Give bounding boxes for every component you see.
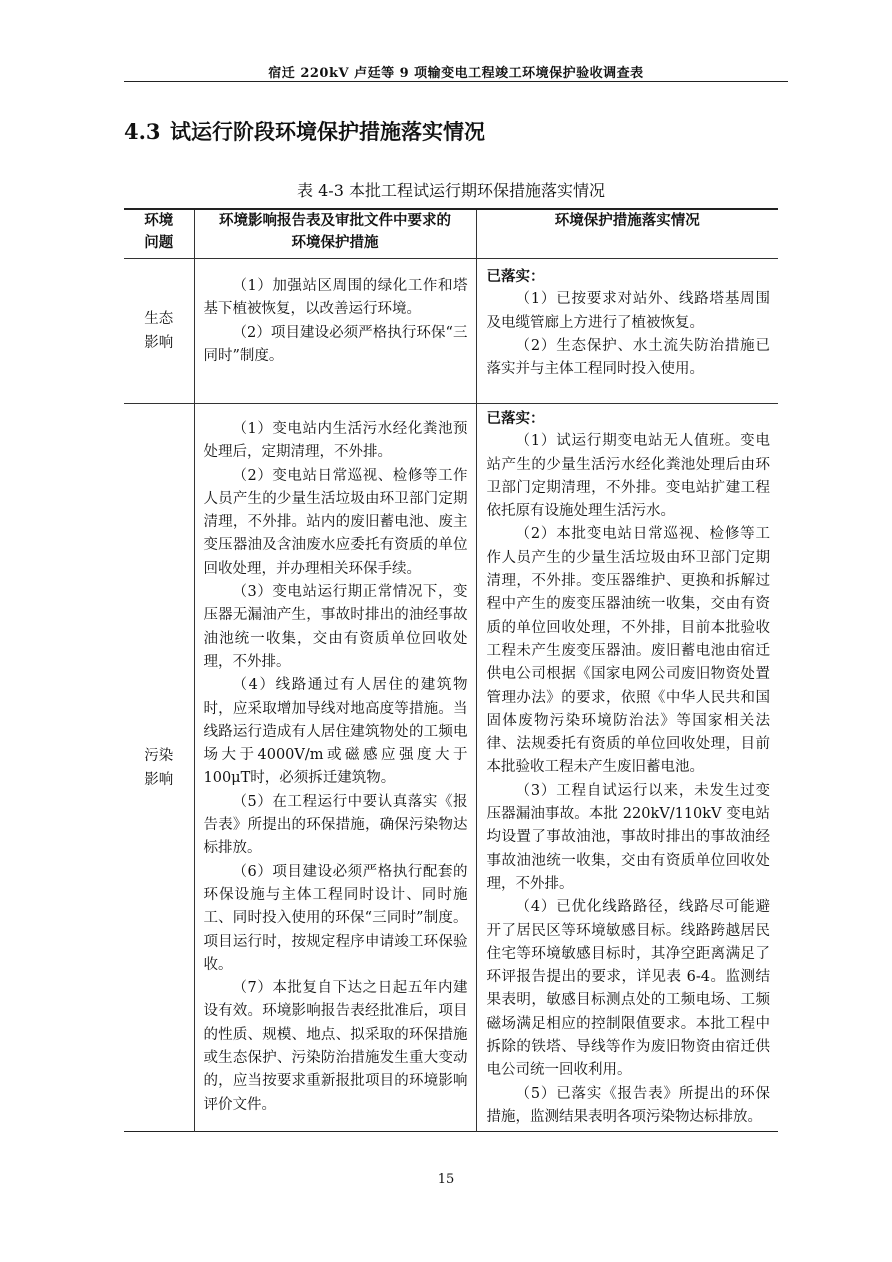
requirements-cell-pollution xyxy=(194,404,476,1132)
issue-label-line2: 影响 xyxy=(144,771,174,788)
issue-label-line1: 生态 xyxy=(144,311,174,327)
requirement-item: （1）变电站内生活污水经化粪池预处理后，定期清理，不外排。 xyxy=(203,421,468,461)
header-rule xyxy=(124,81,788,82)
section-heading xyxy=(124,116,485,146)
requirement-item: （3）变电站运行期正常情况下，变压器无漏油产生，事故时排出的油经事故油池统一收集，交由有资质单位回收处理，不外排。 xyxy=(203,584,468,670)
header-requirements-line2: 环境保护措施 xyxy=(291,234,379,251)
header-issue-line1: 环境 xyxy=(144,212,174,229)
section-title: 试运行阶段环境保护措施落实情况 xyxy=(170,119,485,144)
implementation-cell-pollution xyxy=(476,404,778,1132)
issue-cell-ecology xyxy=(124,259,194,404)
measures-table xyxy=(124,208,778,1132)
implementation-item: （2）本批变电站日常巡视、检修等工作人员产生的少量生活垃圾由环卫部门定期清理，不外排。变压器维护、更换和拆解过程中产生的废变压器油统一收集，交由有资质的单位回收处理，不外排，目前本批验收工程未产生废变压器油。废旧蓄电池由宿迁供电公司根据《国家电网公司废旧物资处置管理办法》的要求，依照《中华人民共和国固体废物污染环境防治法》等国家相关法律、法规委托有资质的单位回收处理，目前本批验收工程未产生废旧蓄电池。 xyxy=(486,526,770,776)
implementation-item: （5）已落实《报告表》所提出的环保措施，监测结果表明各项污染物达标排放。 xyxy=(486,1085,770,1125)
implementation-cell-ecology xyxy=(476,259,778,404)
section-number: 4.3 xyxy=(124,119,161,144)
table-row-pollution xyxy=(124,404,778,1132)
header-requirements-line1: 环境影响报告表及审批文件中要求的 xyxy=(219,212,451,229)
status-label: 已落实： xyxy=(486,268,545,285)
page-header: 宿迁 220kV 卢廷等 9 项输变电工程竣工环境保护验收调查表 xyxy=(268,66,644,81)
implementation-item: （4）已优化线路路径，线路尽可能避开了居民区等环境敏感目标。线路跨越居民住宅等环境敏感目标时，其净空距离满足了环评报告提出的要求，详见表 6-4。监测结果表明，敏感目标测点处的工频电场、工频磁场满足相应的控制限值要求。本批工程中拆除的铁塔、导线等作为废旧物资由宿迁供电公司统一回收利用。 xyxy=(486,899,770,1079)
implementation-item: （1）已按要求对站外、线路塔基周围及电缆管廊上方进行了植被恢复。 xyxy=(486,291,770,331)
implementation-item: （2）生态保护、水土流失防治措施已落实并与主体工程同时投入使用。 xyxy=(486,337,770,378)
header-issue xyxy=(124,209,194,259)
issue-cell-pollution xyxy=(124,404,194,1132)
implementation-item: （1）试运行期变电站无人值班。变电站产生的少量生活污水经化粪池处理后由环卫部门定期清理，不外排。变电站扩建工程依托原有设施处理生活污水。 xyxy=(486,433,770,520)
table-header-row xyxy=(124,209,778,259)
requirements-cell-ecology xyxy=(194,259,476,404)
header-issue-line2: 问题 xyxy=(144,234,174,251)
requirement-item: （2）变电站日常巡视、检修等工作人员产生的少量生活垃圾由环卫部门定期清理，不外排。站内的废旧蓄电池、废主变压器油及含油废水应委托有资质的单位回收处理，并办理相关环保手续。 xyxy=(203,467,468,577)
requirement-item: （7）本批复自下达之日起五年内建设有效。环境影响报告表经批准后，项目的性质、规模、地点、拟采取的环保措施或生态保护、污染防治措施发生重大变动的，应当按要求重新报批项目的环境影响评价文件。 xyxy=(203,980,468,1113)
issue-label-line1: 污染 xyxy=(144,747,174,764)
requirement-item: （2）项目建设必须严格执行环保“三同时”制度。 xyxy=(203,324,468,364)
requirement-item: （1）加强站区周围的绿化工作和塔基下植被恢复，以改善运行环境。 xyxy=(203,278,468,318)
issue-label-line2: 影响 xyxy=(144,335,174,351)
table-caption: 表 4-3 本批工程试运行期环保措施落实情况 xyxy=(297,181,605,200)
requirement-item: （4）线路通过有人居住的建筑物时，应采取增加导线对地高度等措施。当线路运行造成有人居住建筑物处的工频电场大于4000V/m或磁感应强度大于100μT时，必须拆迁建筑物。 xyxy=(203,677,468,787)
header-implementation: 环境保护措施落实情况 xyxy=(476,209,778,259)
table-row-ecology xyxy=(124,259,778,404)
requirement-item: （5）在工程运行中要认真落实《报告表》所提出的环保措施，确保污染物达标排放。 xyxy=(203,793,468,857)
header-requirements xyxy=(194,209,476,259)
status-label: 已落实： xyxy=(486,410,545,427)
implementation-item: （3）工程自试运行以来，未发生过变压器漏油事故。本批 220kV/110kV 变电站均设置了事故油池，事故时排出的事故油经事故油池统一收集，交由有资质单位回收处理，不外排。 xyxy=(486,782,770,892)
page-number: 15 xyxy=(437,1172,455,1187)
requirement-item: （6）项目建设必须严格执行配套的环保设施与主体工程同时设计、同时施工、同时投入使用的环保“三同时”制度。项目运行时，按规定程序申请竣工环保验收。 xyxy=(203,863,468,973)
